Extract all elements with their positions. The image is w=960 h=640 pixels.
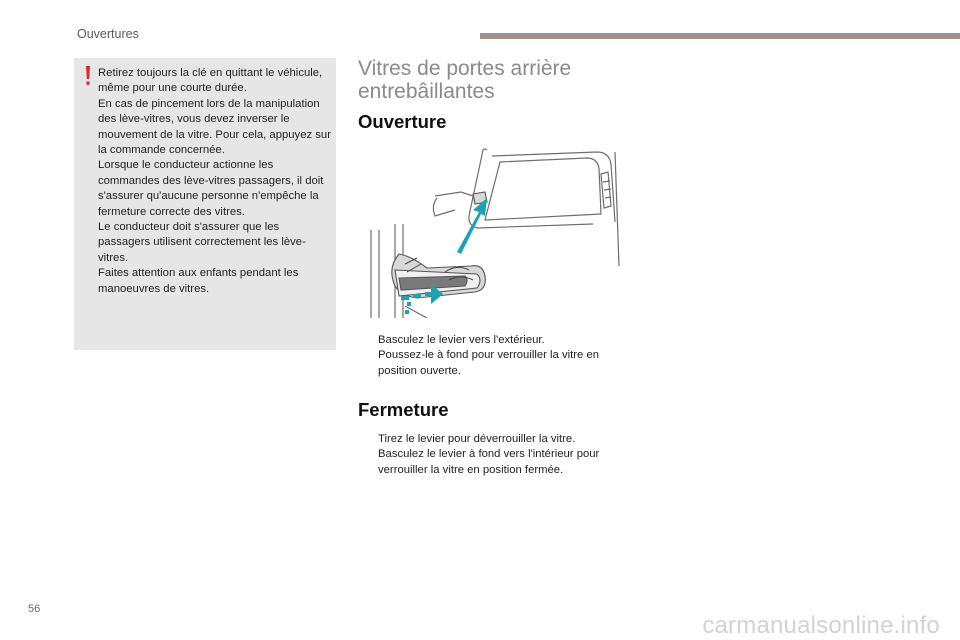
- list-item: [360, 333, 630, 348]
- warning-text: [98, 66, 332, 297]
- step-text: Poussez-le à fond pour verrouiller la vitre en position ouverte.: [378, 349, 600, 377]
- warning-paragraph: Retirez toujours la clé en quittant le véhicule, même pour une courte durée.: [98, 67, 323, 95]
- list-item: [360, 432, 630, 447]
- step-text: Basculez le levier vers l'extérieur.: [378, 334, 545, 346]
- closing-steps: [360, 432, 630, 478]
- page-number: 56: [28, 603, 41, 615]
- warning-paragraph: Faites attention aux enfants pendant les manoeuvres de vitres.: [98, 267, 299, 295]
- header-bar: [480, 33, 960, 39]
- warning-box: [74, 58, 336, 350]
- opening-steps: [360, 333, 630, 379]
- step-text: Tirez le levier pour déverrouiller la vitre.: [378, 433, 576, 445]
- section-title: Vitres de portes arrière entrebâillantes: [358, 57, 572, 103]
- warning-paragraph: En cas de pincement lors de la manipulation des lève-vitres, vous devez inverser le mouvement de la vitre. Pour cela, appuyez sur la commande concernée.: [98, 97, 331, 157]
- chapter-title: Ouvertures: [77, 27, 139, 41]
- list-item: [360, 447, 630, 478]
- opening-heading: Ouverture: [358, 111, 447, 132]
- warning-paragraph: Lorsque le conducteur actionne les commandes des lève-vitres passagers, il doit s'assurer qu'aucune personne n'empêche la fermeture correcte des vitres.: [98, 159, 324, 218]
- warning-paragraph: Le conducteur doit s'assurer que les passagers utilisent correctement les lève-vitres.: [98, 221, 306, 264]
- list-item: [360, 348, 630, 379]
- step-text: Basculez le levier à fond vers l'intérieur pour verrouiller la vitre en position fermée.: [378, 448, 600, 476]
- exclamation-icon: [85, 66, 91, 86]
- closing-heading: Fermeture: [358, 399, 449, 420]
- watermark[interactable]: carmanualsonline.info: [702, 612, 940, 639]
- rear-window-lever-illustration: [365, 146, 623, 318]
